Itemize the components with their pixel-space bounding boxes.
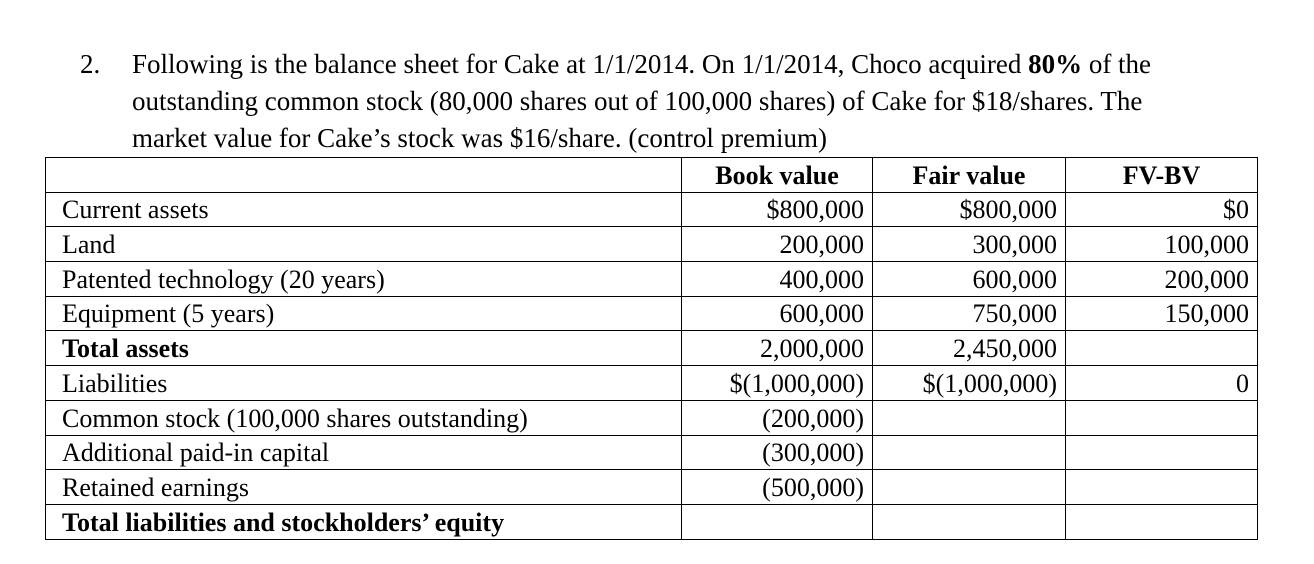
book-value-cell: $800,000 bbox=[682, 192, 873, 227]
question-text bbox=[80, 46, 1280, 157]
header-cell-book-value: Book value bbox=[682, 158, 873, 193]
fv-bv-cell bbox=[1066, 504, 1258, 539]
row-label-cell: Equipment (5 years) bbox=[46, 296, 682, 331]
table-row bbox=[46, 192, 1258, 227]
row-label-cell: Additional paid-in capital bbox=[46, 435, 682, 470]
fair-value-cell: $(1,000,000) bbox=[873, 366, 1066, 401]
table-row bbox=[46, 262, 1258, 297]
fv-bv-cell: 200,000 bbox=[1066, 262, 1258, 297]
table-row bbox=[46, 296, 1258, 331]
question-paragraph bbox=[132, 46, 1280, 157]
fair-value-cell: 2,450,000 bbox=[873, 331, 1066, 366]
table-row bbox=[46, 435, 1258, 470]
fv-bv-cell: 150,000 bbox=[1066, 296, 1258, 331]
table-header-row bbox=[46, 158, 1258, 193]
question-line-1-start: Following is the balance sheet for Cake at 1/1/2014. On 1/1/2014, Choco acquired bbox=[132, 49, 1029, 79]
row-label-cell: Current assets bbox=[46, 192, 682, 227]
fair-value-cell bbox=[873, 435, 1066, 470]
book-value-cell: 600,000 bbox=[682, 296, 873, 331]
row-label-cell: Total assets bbox=[46, 331, 682, 366]
fair-value-cell bbox=[873, 504, 1066, 539]
table-row bbox=[46, 366, 1258, 401]
question-line-3: market value for Cake’s stock was $16/share. (control premium) bbox=[132, 123, 828, 153]
row-label-cell: Patented technology (20 years) bbox=[46, 262, 682, 297]
row-label-cell: Land bbox=[46, 227, 682, 262]
book-value-cell bbox=[682, 504, 873, 539]
question-line-1-end: of the bbox=[1082, 49, 1152, 79]
question-number: 2. bbox=[80, 49, 101, 79]
header-cell-fv-bv: FV-BV bbox=[1066, 158, 1258, 193]
table-row bbox=[46, 504, 1258, 539]
ownership-percentage: 80% bbox=[1028, 49, 1083, 79]
fair-value-cell: $800,000 bbox=[873, 192, 1066, 227]
fair-value-cell: 300,000 bbox=[873, 227, 1066, 262]
fv-bv-cell bbox=[1066, 435, 1258, 470]
book-value-cell: (500,000) bbox=[682, 470, 873, 505]
fair-value-cell: 600,000 bbox=[873, 262, 1066, 297]
fair-value-cell bbox=[873, 470, 1066, 505]
book-value-cell: (200,000) bbox=[682, 400, 873, 435]
table-row bbox=[46, 400, 1258, 435]
book-value-cell: 400,000 bbox=[682, 262, 873, 297]
balance-sheet-table bbox=[45, 157, 1258, 540]
book-value-cell: (300,000) bbox=[682, 435, 873, 470]
fair-value-cell bbox=[873, 400, 1066, 435]
row-label-cell: Total liabilities and stockholders’ equity bbox=[46, 504, 682, 539]
header-cell-label bbox=[46, 158, 682, 193]
fv-bv-cell: 0 bbox=[1066, 366, 1258, 401]
header-cell-fair-value: Fair value bbox=[873, 158, 1066, 193]
fv-bv-cell: 100,000 bbox=[1066, 227, 1258, 262]
book-value-cell: 2,000,000 bbox=[682, 331, 873, 366]
fv-bv-cell bbox=[1066, 331, 1258, 366]
book-value-cell: $(1,000,000) bbox=[682, 366, 873, 401]
row-label-cell: Common stock (100,000 shares outstanding) bbox=[46, 400, 682, 435]
table-row bbox=[46, 227, 1258, 262]
table-row bbox=[46, 470, 1258, 505]
fv-bv-cell bbox=[1066, 400, 1258, 435]
question-line-2: outstanding common stock (80,000 shares out of 100,000 shares) of Cake for $18/shares. The bbox=[132, 86, 1143, 116]
fv-bv-cell: $0 bbox=[1066, 192, 1258, 227]
row-label-cell: Liabilities bbox=[46, 366, 682, 401]
balance-sheet-body bbox=[46, 158, 1258, 540]
fv-bv-cell bbox=[1066, 470, 1258, 505]
fair-value-cell: 750,000 bbox=[873, 296, 1066, 331]
row-label-cell: Retained earnings bbox=[46, 470, 682, 505]
question-line-1 bbox=[132, 46, 1280, 83]
table-row bbox=[46, 331, 1258, 366]
book-value-cell: 200,000 bbox=[682, 227, 873, 262]
